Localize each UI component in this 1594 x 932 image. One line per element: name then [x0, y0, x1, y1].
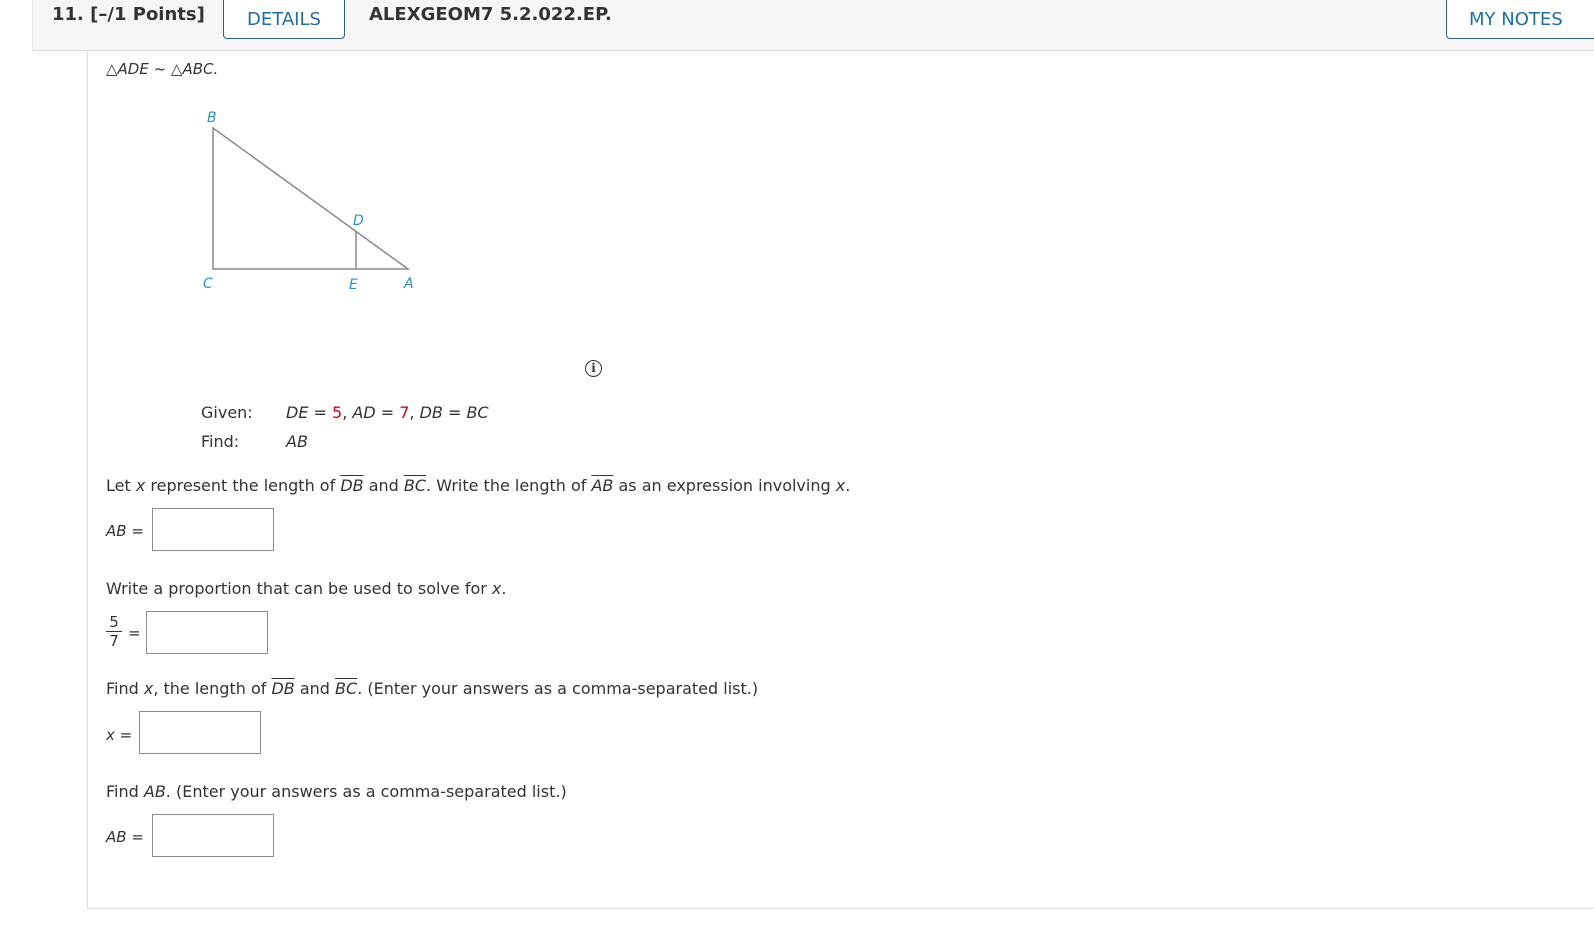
- ab-expression-input[interactable]: [152, 508, 274, 551]
- part1-answer-label: [106, 522, 144, 540]
- part4-answer-var: AB: [106, 828, 127, 846]
- label-c: C: [203, 276, 213, 292]
- given-db: DB: [419, 403, 443, 422]
- part1-answer-eq: =: [126, 522, 144, 540]
- x-input[interactable]: [139, 711, 261, 754]
- part3-seg-bc: $\overline{BC}$: [335, 679, 358, 698]
- part3-answer-eq: =: [114, 726, 133, 744]
- label-d: D: [353, 213, 364, 229]
- given-eq3: =: [442, 403, 467, 422]
- part2-text-1: Write a proportion that can be used to solve for: [106, 579, 492, 598]
- fraction-numerator: 5: [109, 613, 119, 631]
- content-left-border: [87, 51, 88, 909]
- info-icon[interactable]: i: [585, 360, 602, 377]
- content-bottom-border: [87, 908, 1594, 909]
- part3-seg-db: $\overline{DB}$: [271, 679, 295, 698]
- given-bc: BC: [466, 403, 489, 422]
- part1-text-3: and: [363, 476, 404, 495]
- part3-var-x: x: [143, 679, 154, 698]
- part3-prompt: [106, 679, 758, 698]
- part1-text-6: .: [845, 476, 851, 495]
- label-e: E: [349, 277, 358, 293]
- proportion-input[interactable]: [146, 611, 268, 654]
- find-label: Find:: [201, 432, 240, 451]
- fraction-denominator: 7: [109, 632, 119, 650]
- part1-var-x2: x: [835, 476, 846, 495]
- part1-seg-bc: $\overline{BC}$: [403, 476, 427, 495]
- part1-prompt: [106, 476, 850, 495]
- given-eq1: =: [308, 403, 333, 422]
- part2-prompt: [106, 579, 506, 598]
- given-sep1: ,: [342, 403, 353, 422]
- part2-var-x: x: [491, 579, 502, 598]
- triangle-figure: [195, 100, 435, 300]
- part3-text-2: , the length of: [153, 679, 272, 698]
- part1-text-1: Let: [106, 476, 136, 495]
- my-notes-button[interactable]: MY NOTES: [1446, 0, 1594, 39]
- label-b: B: [207, 110, 217, 126]
- part4-prompt: [106, 782, 567, 801]
- details-button[interactable]: DETAILS: [223, 0, 345, 39]
- triangle-abc: [213, 128, 408, 269]
- proportion-fraction: [106, 614, 122, 649]
- part1-text-4: . Write the length of: [426, 476, 592, 495]
- given-ad: AD: [352, 403, 376, 422]
- given-ad-value: 7: [399, 403, 410, 422]
- given-values: [286, 403, 489, 422]
- part3-text-3: and: [294, 679, 336, 698]
- similarity-statement: △ADE ~ △ABC.: [106, 60, 219, 78]
- given-eq2: =: [375, 403, 400, 422]
- ab-value-input[interactable]: [152, 814, 274, 857]
- part4-seg-ab: AB: [143, 782, 166, 801]
- proportion-equals: =: [128, 624, 141, 642]
- part4-text-2: . (Enter your answers as a comma-separated list.): [165, 782, 567, 801]
- given-de-value: 5: [332, 403, 343, 422]
- part1-var-x: x: [135, 476, 146, 495]
- part1-text-5: as an expression involving: [613, 476, 836, 495]
- part4-answer-eq: =: [126, 828, 144, 846]
- part2-text-2: .: [501, 579, 507, 598]
- part3-answer-var: x: [106, 726, 115, 744]
- part3-answer-label: [106, 726, 132, 744]
- part1-answer-var: AB: [106, 522, 127, 540]
- part3-text-4: . (Enter your answers as a comma-separated list.): [357, 679, 759, 698]
- given-label: Given:: [201, 403, 253, 422]
- find-value: AB: [286, 432, 308, 451]
- label-a: A: [404, 276, 414, 292]
- given-de: DE: [286, 403, 309, 422]
- part1-seg-ab: $\overline{AB}$: [591, 476, 614, 495]
- question-id: ALEXGEOM7 5.2.022.EP.: [369, 4, 612, 25]
- part4-text-1: Find: [106, 782, 144, 801]
- question-number: 11. [–/1 Points]: [52, 4, 205, 25]
- part1-text-2: represent the length of: [145, 476, 341, 495]
- given-sep2: ,: [409, 403, 420, 422]
- part4-answer-label: [106, 828, 144, 846]
- part3-text-1: Find: [106, 679, 144, 698]
- part1-seg-db: $\overline{DB}$: [340, 476, 364, 495]
